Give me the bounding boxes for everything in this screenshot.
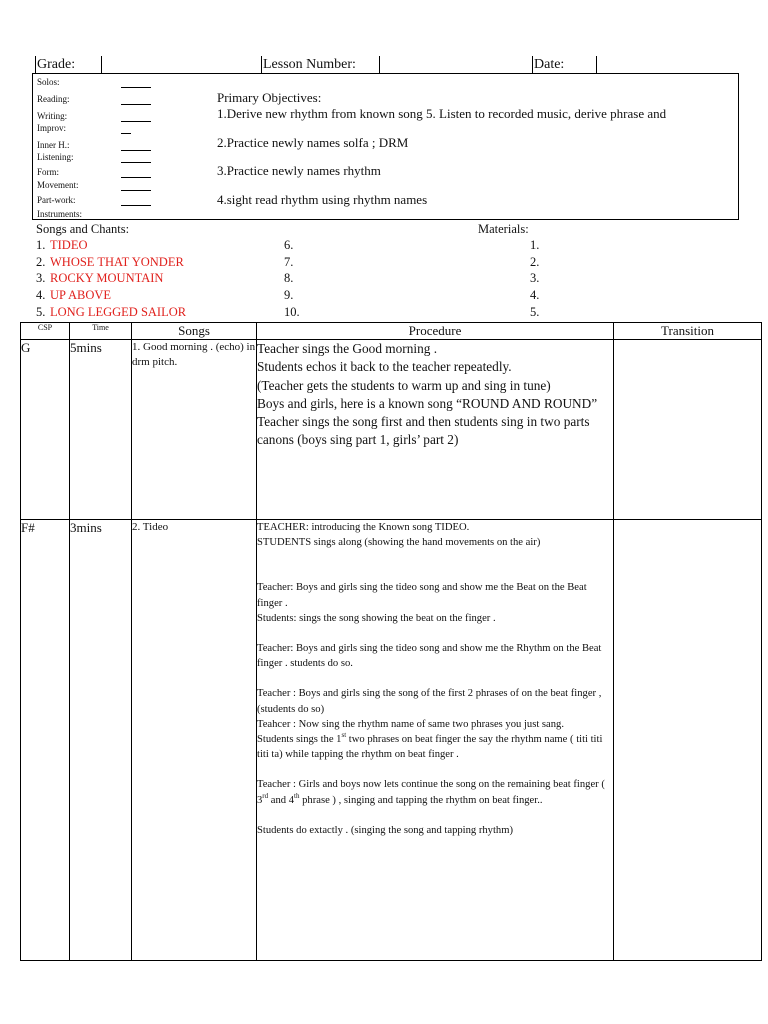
song-cell[interactable]: 2. Tideo (132, 520, 257, 961)
procedure-line: Students do extactly . (singing the song and tapping rhythm) (257, 824, 513, 836)
time-cell[interactable]: 3mins (70, 520, 132, 961)
skill-line[interactable] (121, 205, 151, 206)
procedure-header: Procedure (257, 323, 614, 340)
time-cell[interactable]: 5mins (70, 340, 132, 520)
table-row (21, 340, 762, 520)
procedure-text: two phrases on beat finger the say the rhythm name ( titi titi titi ta) while tapping the rhythm on beat finger . (257, 734, 603, 761)
skill-label: Part-work: (37, 195, 76, 205)
skill-label: Solos: (37, 77, 60, 87)
song-number: 2. (36, 255, 46, 269)
skill-label: Instruments: (37, 209, 82, 219)
material-number: 5. (530, 305, 540, 319)
song-number: 3. (36, 271, 46, 285)
songs-chants-title: Songs and Chants: (36, 222, 130, 236)
song-slot-number: 6. (284, 238, 294, 252)
skill-line[interactable] (121, 190, 151, 191)
date-label: Date: (534, 57, 565, 72)
lesson-number-field[interactable] (261, 56, 380, 74)
skill-label: Listening: (37, 152, 74, 162)
procedure-line (257, 777, 613, 807)
song-cell[interactable]: 1. Good morning . (echo) in drm pitch. (132, 340, 257, 520)
lesson-number-label: Lesson Number: (263, 57, 356, 72)
material-number: 1. (530, 238, 540, 252)
procedure-line: Teacher sings the song first and then students sing in two parts canons (boys sing part 1, girls’ part 2) (257, 414, 590, 448)
ordinal-suffix: st (341, 731, 347, 740)
skill-line[interactable] (121, 133, 131, 134)
procedure-line: Boys and girls, here is a known song “ROUND AND ROUND” (257, 395, 598, 411)
materials-title: Materials: (478, 222, 529, 236)
transition-cell[interactable] (614, 520, 762, 961)
csp-header: CSP (21, 323, 70, 340)
song-name: TIDEO (50, 238, 88, 252)
objectives-box (32, 73, 739, 220)
skill-line[interactable] (121, 150, 151, 151)
procedure-cell[interactable] (257, 340, 614, 520)
procedure-text: phrase ) , singing and tapping the rhythm on beat finger.. (299, 794, 543, 806)
skill-label: Form: (37, 167, 60, 177)
song-number: 1. (36, 238, 46, 252)
skill-line[interactable] (121, 87, 151, 88)
material-number: 4. (530, 288, 540, 302)
skill-line[interactable] (121, 219, 151, 220)
objective-item: 3.Practice newly names rhythm (217, 163, 381, 178)
skill-label: Movement: (37, 180, 79, 190)
objectives-title: Primary Objectives: (217, 90, 322, 105)
procedure-cell[interactable] (257, 520, 614, 961)
song-slot-number: 7. (284, 255, 294, 269)
song-name: WHOSE THAT YONDER (50, 255, 184, 269)
time-header: Time (70, 323, 132, 340)
procedure-text: Teacher : Girls and boys now lets continue the song on the remaining beat finger ( 3 (257, 779, 605, 806)
song-slot-number: 10. (284, 305, 300, 319)
procedure-line: Teacher: Boys and girls sing the tideo song and show me the Rhythm on the Beat finger . students do so. (257, 643, 602, 670)
procedure-line: Teacher : Boys and girls sing the song of the first 2 phrases of on the beat finger , (students do so) (257, 688, 602, 715)
grade-field[interactable] (35, 56, 102, 74)
song-number: 5. (36, 305, 46, 319)
skill-line[interactable] (121, 121, 151, 122)
objective-item: 1.Derive new rhythm from known song 5. Listen to recorded music, derive phrase and (217, 106, 667, 121)
procedure-line: Students: sings the song showing the beat on the finger . (257, 612, 496, 624)
lesson-table (20, 322, 762, 961)
material-number: 3. (530, 271, 540, 285)
skill-label: Improv: (37, 123, 66, 133)
transition-cell[interactable] (614, 340, 762, 520)
song-number: 4. (36, 288, 46, 302)
objective-item: 4.sight read rhythm using rhythm names (217, 192, 428, 207)
csp-cell[interactable]: G (21, 340, 70, 520)
skill-label: Writing: (37, 111, 68, 121)
grade-label: Grade: (37, 57, 76, 72)
skill-line[interactable] (121, 162, 151, 163)
songs-header: Songs (132, 323, 257, 340)
csp-cell[interactable]: F# (21, 520, 70, 961)
song-slot-number: 9. (284, 288, 294, 302)
procedure-line: (Teacher gets the students to warm up and sing in tune) (257, 377, 551, 393)
ordinal-suffix: th (294, 791, 300, 800)
procedure-line: Students echos it back to the teacher repeatedly. (257, 359, 512, 375)
procedure-line: Teacher: Boys and girls sing the tideo song and show me the Beat on the Beat finger . (257, 582, 587, 609)
procedure-line: STUDENTS sings along (showing the hand movements on the air) (257, 537, 541, 549)
song-name: LONG LEGGED SAILOR (50, 305, 187, 319)
song-name: ROCKY MOUNTAIN (50, 271, 164, 285)
skill-line[interactable] (121, 104, 151, 105)
transition-header: Transition (614, 323, 762, 340)
procedure-line: TEACHER: introducing the Known song TIDEO. (257, 522, 470, 533)
skill-line[interactable] (121, 177, 151, 178)
objective-item: 2.Practice newly names solfa ; DRM (217, 135, 409, 150)
procedure-text: Students sings the 1 (257, 734, 342, 746)
table-row (21, 520, 762, 961)
procedure-line (257, 732, 613, 762)
procedure-line: Teahcer : Now sing the rhythm name of same two phrases you just sang. (257, 718, 564, 730)
procedure-text: and 4 (268, 794, 295, 806)
song-slot-number: 8. (284, 271, 294, 285)
procedure-line: Teacher sings the Good morning . (257, 341, 438, 356)
skill-label: Reading: (37, 94, 70, 104)
table-header-row (21, 323, 762, 340)
song-name: UP ABOVE (50, 288, 112, 302)
ordinal-suffix: rd (262, 791, 269, 800)
skill-label: Inner H.: (37, 140, 70, 150)
material-number: 2. (530, 255, 540, 269)
date-field[interactable] (532, 56, 597, 74)
